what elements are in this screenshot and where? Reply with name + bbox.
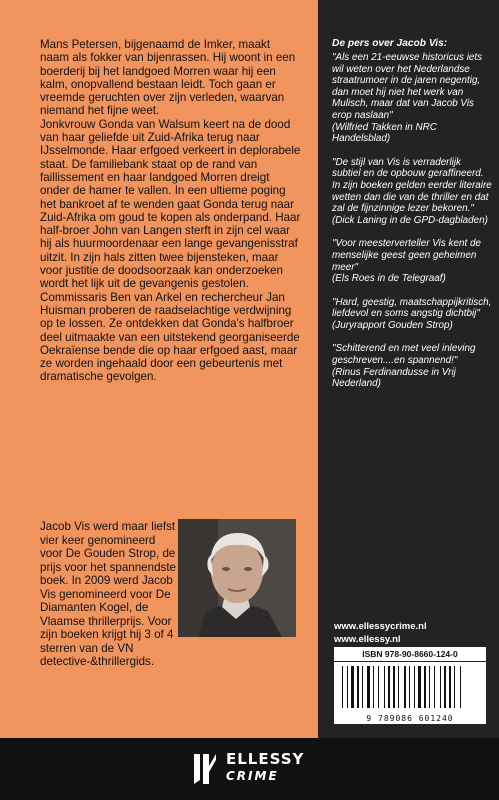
quote-source: (Wilfried Takken in NRC Handelsblad) <box>332 121 437 145</box>
ellessy-logo-icon <box>190 750 220 786</box>
quote-text: "De stijl van Vis is verraderlijk subtiel en de opbouw geraffineerd. In zijn boeken gelden eerder literaire wetten dan die van de thriller en dat zal de fijnzinnige lezer bekoren." <box>332 156 492 215</box>
barcode <box>334 662 486 724</box>
press-quote <box>332 343 492 389</box>
press-quote <box>332 157 492 227</box>
press-quote <box>332 52 492 145</box>
barcode-icon <box>334 662 486 712</box>
isbn-label: ISBN 978-90-8660-124-0 <box>334 647 486 661</box>
author-photo <box>178 519 296 637</box>
quote-source: (Els Roes in de Telegraaf) <box>332 273 446 285</box>
quote-source: (Dick Laning in de GPD-dagbladen) <box>332 214 488 226</box>
author-bio: Jacob Vis werd maar liefst vier keer genomineerd voor De Gouden Strop, de prijs voor het spannendste boek. In 2009 werd Jacob Vis genomineerd voor De Diamanten Kogel, de Vlaamse thrillerprijs. Voor zijn boeken krijgt hij 3 of 4 sterren van de VN detective-&thrillergids. <box>40 520 176 668</box>
barcode-digits: 9 789086 601240 <box>366 714 454 723</box>
press-heading: De pers over Jacob Vis: <box>332 38 448 49</box>
book-blurb: Mans Petersen, bijgenaamd de Imker, maakt naam als fokker van bijenrassen. Hij woont in een boerderij bij het landgoed Morren waar hij een kalm, onopvallend bestaan leidt. Toch gaan er vreemde geruchten over zijn verleden, waarvan niemand het fijne weet. Jonkvrouw Gonda van Walsum keert na de dood van haar geliefde uit Zuid-Afrika terug naar IJsselmonde. Haar erfgoed verkeert in deplorabele staat. De familiebank staat op de rand van faillissement en haar landgoed Morren dreigt onder de hamer te vallen. In een ultieme poging het bankroet af te wenden gaat Gonda terug naar Zuid-Afrika om goud te kopen als onderpand. Haar half-broer John van Langen sterft in zijn cel waar hij als huurmoordenaar een lange gevangenisstraf uitzit. In zijn hals zitten twee bijensteken, maar voor justitie de doodsoorzaak kan onderzoeken wordt het lijk uit de gevangenis gestolen. Commissaris Ben van Arkel en rechercheur Jan Huisman proberen de raadselachtige verdwijning op te lossen. Ze ontdekken dat Gonda's halfbroer deel uitmaakte van een uitstekend georganiseerde Oekraïense bende die op haar erfgoed aast, maar ze worden ingehaald door een gebeurtenis met dramatische gevolgen. <box>40 38 301 384</box>
publisher-logo <box>190 748 320 790</box>
quote-source: (Juryrapport Gouden Strop) <box>332 319 453 331</box>
press-quotes <box>332 52 492 402</box>
logo-wordmark: ELLESSY <box>226 750 305 768</box>
quote-source: (Rinus Ferdinandusse in Vrij Nederland) <box>332 366 456 390</box>
logo-subtitle: CRIME <box>226 769 279 783</box>
publisher-urls <box>334 620 484 646</box>
url-link[interactable]: www.ellessycrime.nl <box>334 621 427 632</box>
quote-text: "Voor meesterverteller Vis kent de menselijke geest geen geheimen meer" <box>332 238 481 273</box>
press-quote <box>332 297 492 332</box>
author-portrait-icon <box>178 519 296 637</box>
press-quote <box>332 238 492 284</box>
quote-text: "Schitterend en met veel inleving geschreven....en spannend!" <box>332 343 476 367</box>
quote-text: "Als een 21-eeuwse historicus iets wil weten over het Nederlandse straatrumoer in de jaren negentig, dan moet hij niet het werk van Mulisch, maar dat van Jacob Vis erop naslaan" <box>332 52 483 121</box>
url-link[interactable]: www.ellessy.nl <box>334 634 401 645</box>
quote-text: "Hard, geestig, maatschappijkritisch, liefdevol en soms angstig dichtbij" <box>332 296 492 320</box>
